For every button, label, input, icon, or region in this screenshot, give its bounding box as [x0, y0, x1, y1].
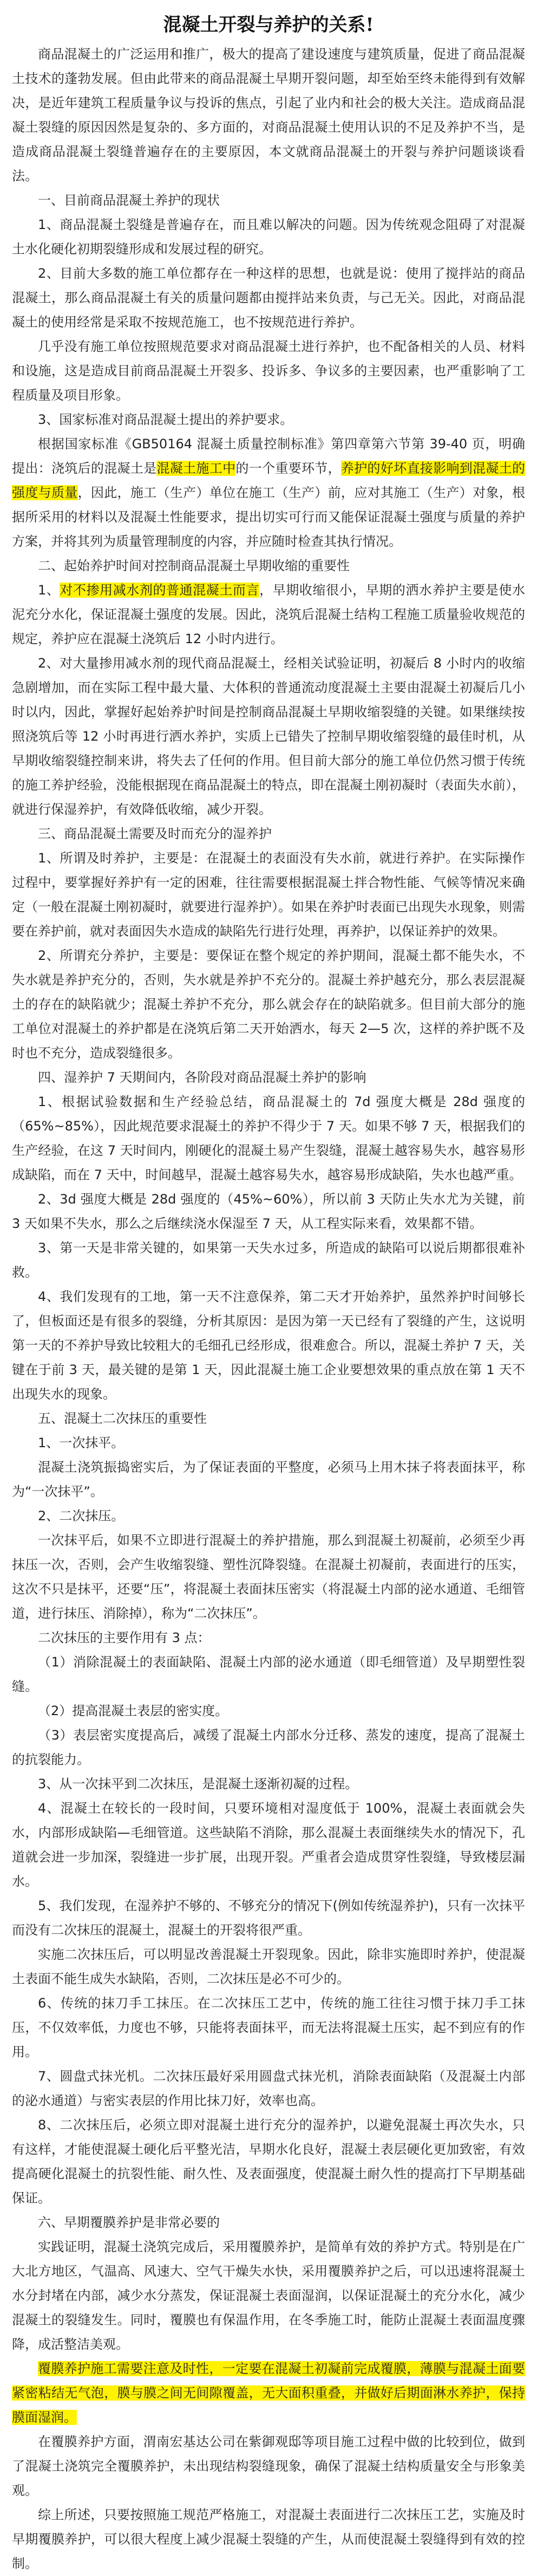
paragraph: 4、混凝土在较长的一段时间，只要环境相对湿度低于 100%，混凝土表面就会失水，内部形成缺陷—毛细管道。这些缺陷不消除，那么混凝土表面继续失水的情况下，孔道就会进一步加深，裂缝进一步扩展，出现开裂。严重者会造成贯穿性裂缝，导致楼层漏水。 [12, 1801, 525, 1889]
paragraph: 2、二次抹压。 [38, 1508, 125, 1524]
paragraph: 1、所谓及时养护，主要是：在混凝土的表面没有失水前，就进行养护。在实际操作过程中，要掌握好养护有一定的困难，往往需要根据混凝土拌合物性能、气候等情况来确定（一般在混凝土刚初凝时，就要进行湿养护）。如果在养护时表面已出现失水现象，则需要在养护前，就对表面因失水造成的缺陷先行进行处理，再养护，以保证养护的效果。 [12, 851, 525, 939]
section-heading: 五、混凝土二次抹压的重要性 [38, 1411, 207, 1426]
paragraph: 3、国家标准对商品混凝土提出的养护要求。 [38, 412, 293, 427]
paragraph: 1、一次抹平。 [38, 1435, 125, 1450]
paragraph: 4、我们发现有的工地，第一天不注意保养，第二天才开始养护，虽然养护时间够长了，但板面还是有很多的裂缝，分析其原因：是因为第一天已经有了裂缝的产生，这说明第一天的不养护导致比较粗大的毛细孔已经形成，很难愈合。所以，混凝土养护 7 天，关键在于前 3 天，最关键的是第 1 天，因此混凝土施工企业要想效果的重点放在第 1 天不出现失水的现象。 [12, 1289, 525, 1402]
paragraph: 实施二次抹压后，可以明显改善混凝土开裂现象。因此，除非实施即时养护，使混凝土表面不能生成失水缺陷，否则，二次抹压是必不可少的。 [12, 1947, 525, 1986]
paragraph: 3、从一次抹平到二次抹压，是混凝土逐渐初凝的过程。 [38, 1776, 358, 1792]
section-heading: 三、商品混凝土需要及时而充分的湿养护 [38, 826, 272, 841]
paragraph: 2、所谓充分养护，主要是：要保证在整个规定的养护期间，混凝土都不能失水，不失水就是养护充分的，否则，失水就是养护不充分的。混凝土养护越充分，那么表层混凝土的存在的缺陷就少；混凝土养护不充分，那么就会存在的缺陷就多。但目前大部分的施工单位对混凝土的养护都是在浇筑后第二天开始洒水，每天 2—5 次，这样的养护既不及时也不充分，造成裂缝很多。 [12, 948, 525, 1061]
paragraph: 1、商品混凝土裂缝是普遍存在，而且难以解决的问题。因为传统观念阻碍了对混凝土水化硬化初期裂缝形成和发展过程的研究。 [12, 217, 525, 257]
paragraph: 1、对不掺用减水剂的普通混凝土而言，早期收缩很小，早期的洒水养护主要是使水泥充分水化，保证混凝土强度的发展。因此，浇筑后混凝土结构工程施工质量验收规范的规定，养护应在混凝土浇筑后 12 小时内进行。 [12, 583, 525, 646]
paragraph: 5、我们发现，在湿养护不够的、不够充分的情况下(例如传统湿养护)，只有一次抹平而没有二次抹压的混凝土，混凝土的开裂将很严重。 [12, 1898, 525, 1938]
paragraph: 在覆膜养护方面，渭南宏基达公司在紫御观邸等项目施工过程中做的比较到位，做到了混凝土浇筑完全覆膜养护，未出现结构裂缝现象，确保了混凝土结构质量安全与形象美观。 [12, 2434, 525, 2498]
paragraph: 混凝土浇筑振捣密实后，为了保证表面的平整度，必须马上用木抹子将表面抹平，称为“一次抹平”。 [12, 1460, 525, 1499]
paragraph: 2、对大量掺用减水剂的现代商品混凝土，经相关试验证明，初凝后 8 小时内的收缩急剧增加，而在实际工程中最大量、大体积的普通流动度混凝土主要由混凝土初凝后几小时以内，因此，掌握好起始养护时间是控制商品混凝土早期收缩裂缝的关键。如果继续按照浇筑后等 12 小时再进行洒水养护，实质上已错失了控制早期收缩裂缝的最佳时机，从早期收缩裂缝控制来讲，将失去了任何的作用。但目前大部分的施工单位仍然习惯于传统的施工养护经验，没能根据现在商品混凝土的特点，即在混凝土刚初凝时（表面失水前），就进行保湿养护，有效降低收缩，减少开裂。 [12, 656, 525, 817]
paragraph: 根据国家标准《GB50164 混凝土质量控制标准》第四章第六节第 39-40 页，明确提出：浇筑后的混凝土是混凝土施工中的一个重要环节，养护的好坏直接影响到混凝土的强度与质量，因此，施工（生产）单位在施工（生产）前，应对其施工（生产）对象，根据所采用的材料以及混凝土性能要求，提出切实可行而又能保证混凝土强度与质量的养护方案，并将其列为质量管理制度的内容，并应随时检查其执行情况。 [12, 436, 526, 549]
section-heading: 六、早期覆膜养护是非常必要的 [38, 2215, 220, 2230]
paragraph: 2、目前大多数的施工单位都存在一种这样的思想，也就是说：使用了搅拌站的商品混凝土，那么商品混凝土有关的质量问题都由搅拌站来负责，与己无关。因此，对商品混凝土的使用经常是采取不按规范施工，也不按规范进行养护。 [12, 266, 525, 330]
paragraph: 8、二次抹压后，必须立即对混凝土进行充分的湿养护，以避免混凝土再次失水，只有这样，才能使混凝土硬化后平整光洁，早期水化良好，混凝土表层硬化更加致密，有效提高硬化混凝土的抗裂性能、耐久性、及表面强度，使混凝土耐久性的提高打下早期基础保证。 [12, 2117, 525, 2206]
paragraph-conclusion: 综上所述，只要按照施工规范严格施工，对混凝土表面进行二次抹压工艺，实施及时早期覆膜养护，可以很大程度上减少混凝土裂缝的产生，从而使混凝土裂缝得到有效的控制。 [12, 2507, 525, 2571]
article-title: 混凝土开裂与养护的关系! [163, 14, 374, 36]
paragraph: 3、第一天是非常关键的，如果第一天失水过多，所造成的缺陷可以说后期都很难补救。 [12, 1240, 525, 1280]
paragraph: 6、传统的抹刀手工抹压。在二次抹压工艺中，传统的施工往往习惯于抹刀手工抹压，不仅效率低，力度也不够，只能将表面抹平，而无法将混凝土压实，起不到应有的作用。 [12, 1996, 525, 2060]
section-heading: 一、目前商品混凝土养护的现状 [38, 193, 220, 208]
paragraph: 1、根据试验数据和生产经验总结，商品混凝土的 7d 强度大概是 28d 强度的（65%~85%），因此规范要求混凝土的养护不得少于 7 天。如果不够 7 天，根据我们的生产经验，在这 7 天时间内，刚硬化的混凝土易产生裂缝，混凝土越容易失水，越容易形成缺陷，而在 7 天中，时间越早，混凝土越容易失水，越容易形成缺陷，失水也越严重。 [12, 1094, 525, 1182]
paragraph-highlighted [12, 2357, 525, 2430]
section-heading: 二、起始养护时间对控制商品混凝土早期收缩的重要性 [38, 558, 350, 573]
paragraph: 几乎没有施工单位按照规范要求对商品混凝土进行养护，也不配备相关的人员、材料和设施，这是造成目前商品混凝土开裂多、投诉多、争议多的主要因素，也严重影响了工程质量及项目形象。 [12, 339, 525, 403]
paragraph: 一次抹平后，如果不立即进行混凝土的养护措施，那么到混凝土初凝前，必须至少再抹压一次，否则，会产生收缩裂缝、塑性沉降裂缝。在混凝土初凝前，表面进行的压实，这次不只是抹平，还要“压”，将混凝土表面抹压密实（将混凝土内部的泌水通道、毛细管道，进行抹压、消除掉），称为“二次抹压”。 [12, 1533, 525, 1621]
highlighted-text: 对不掺用减水剂的普通混凝土而言 [60, 583, 260, 598]
highlighted-text: 混凝土施工中 [156, 461, 236, 476]
paragraph: 实践证明，混凝土浇筑完成后，采用覆膜养护，是简单有效的养护方式。特别是在广大北方地区，气温高、风速大、空气干燥失水快，采用覆膜养护之后，可以迅速将混凝土水分封堵在内部，减少水分蒸发，保证混凝土表面湿润，以保证混凝土的充分水化，减少混凝土的裂缝发生。同时，覆膜也有保温作用，在冬季施工时，能防止混凝土表面温度骤降，成活整洁美观。 [12, 2239, 525, 2352]
section-heading: 四、湿养护 7 天期间内，各阶段对商品混凝土养护的影响 [38, 1070, 366, 1085]
paragraph: （2）提高混凝土表层的密实度。 [38, 1703, 228, 1718]
paragraph-intro: 商品混凝土的广泛运用和推广，极大的提高了建设速度与建筑质量，促进了商品混凝土技术的蓬勃发展。但由此带来的商品混凝土早期开裂问题，却至始至终未能得到有效解决，是近年建筑工程质量争议与投诉的焦点，引起了业内和社会的极大关注。造成商品混凝土裂缝的原因因然是复杂的、多方面的，对商品混凝土使用认识的不足及养护不当，是造成商品混凝土裂缝普遍存在的主要原因，本文就商品混凝土的开裂与养护问题谈谈看法。 [12, 47, 525, 184]
paragraph: 2、3d 强度大概是 28d 强度的（45%~60%），所以前 3 天防止失水尤为关键，前 3 天如果不失水，那么之后继续浇水保湿至 7 天，从工程实际来看，效果都不错。 [12, 1192, 525, 1231]
article-body [12, 42, 525, 2576]
paragraph: 7、圆盘式抹光机。二次抹压最好采用圆盘式抹光机，消除表面缺陷（及混凝土内部的泌水通道）与密实表层的作用比抹刀好，效率也高。 [12, 2069, 525, 2108]
paragraph: （3）表层密实度提高后，减缓了混凝土内部水分迁移、蒸发的速度，提高了混凝土的抗裂能力。 [12, 1728, 525, 1767]
paragraph: （1）消除混凝土的表面缺陷、混凝土内部的泌水通道（即毛细管道）及早期塑性裂缝。 [12, 1655, 525, 1694]
highlighted-text: 覆膜养护施工需要注意及时性，一定要在混凝土初凝前完成覆膜，薄膜与混凝土面要紧密粘结无气泡，膜与膜之间无间隙覆盖，无大面积重叠，并做好后期面淋水养护，保持膜面湿润。 [12, 2361, 525, 2425]
paragraph: 二次抹压的主要作用有 3 点： [38, 1630, 211, 1645]
highlighted-text: 养护的好坏直接影响到混凝土的强度与质量 [12, 461, 526, 500]
